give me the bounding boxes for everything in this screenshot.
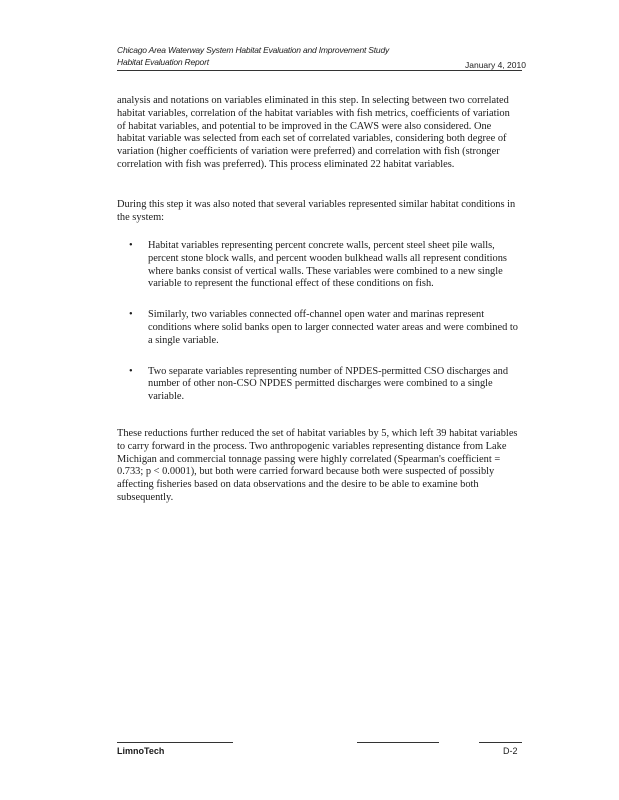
list-item	[117, 366, 520, 404]
list-item	[117, 240, 520, 291]
bullet-icon: •	[129, 365, 133, 377]
paragraph-3: These reductions further reduced the set of habitat variables by 5, which left 39 habitat variables to carry forward in the process. Two anthropogenic variables representing distance from Lake Michigan and commercial tonnage passing were highly correlated (Spearman's coefficient = 0.733; p < 0.0001), but both were carried forward because both were suspected of possibly affecting fisheries based on data observations and the desire to be able to examine both subsequently.	[117, 428, 518, 503]
paragraph-1: analysis and notations on variables eliminated in this step. In selecting between two correlated habitat variables, correlation of the habitat variables with fish metrics, coefficients of variation of habitat variables, and potential to be improved in the CAWS were also considered. One habitat variable was selected from each set of correlated variables, considering both degree of variation (higher coefficients of variation were preferred) and correlation with fish (stronger correlation with fish was preferred). This process eliminated 22 habitat variables.	[117, 95, 510, 170]
document-date: January 4, 2010	[465, 60, 526, 70]
bullet-list	[117, 240, 520, 422]
footer-divider-left	[117, 742, 233, 743]
bullet-text: Two separate variables representing number of NPDES-permitted CSO discharges and number of other non-CSO NPDES permitted discharges were combined to a single variable.	[148, 365, 509, 403]
footer-divider-right	[479, 742, 522, 743]
document-title: Chicago Area Waterway System Habitat Evaluation and Improvement Study	[117, 45, 390, 55]
footer-brand: LimnoTech	[117, 746, 165, 756]
document-subtitle: Habitat Evaluation Report	[117, 57, 209, 67]
bullet-icon: •	[129, 240, 133, 251]
header-divider	[117, 70, 522, 71]
paragraph-2: During this step it was also noted that several variables represented similar habitat conditions in the system:	[117, 199, 516, 223]
footer-divider-middle	[357, 742, 439, 743]
list-item	[117, 309, 520, 347]
bullet-text: Habitat variables representing percent concrete walls, percent steel sheet pile walls, percent stone block walls, and percent wooden bulkhead walls all represent conditions where banks consist of vertical walls. These variables were combined to a new single variable to represent the functional effect of these conditions on fish.	[148, 240, 507, 290]
bullet-text: Similarly, two variables connected off-channel open water and marinas represent conditions where solid banks open to larger connected water areas and were combined to a single variable.	[148, 309, 518, 346]
bullet-icon: •	[129, 309, 133, 321]
page-number: D-2	[503, 746, 518, 756]
